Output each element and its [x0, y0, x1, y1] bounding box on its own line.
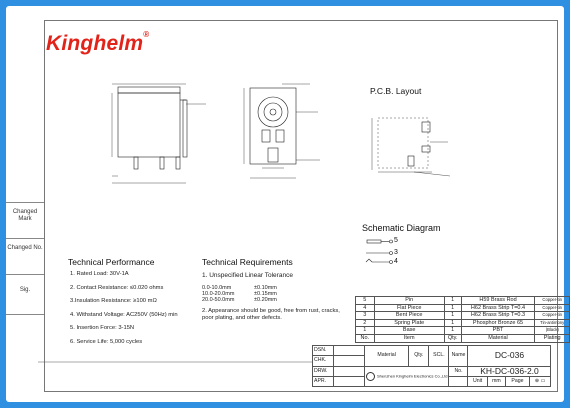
page-label: Page	[506, 376, 530, 386]
table-cell: Qty.	[444, 334, 461, 342]
table-cell: 5	[356, 297, 375, 305]
tolerance-value: ±0.15mm	[254, 291, 277, 297]
chk-label: CHK.	[313, 356, 334, 366]
changed-mark-label: Changed Mark	[6, 202, 44, 243]
table-cell	[334, 376, 365, 386]
bom-row	[356, 327, 570, 335]
schematic-pin-3: 3	[394, 249, 398, 256]
table-cell: 4	[356, 304, 375, 312]
schematic-drawing	[366, 240, 393, 264]
schematic-title: Schematic Diagram	[362, 223, 441, 233]
table-cell: 2	[356, 319, 375, 327]
name-label: Name	[449, 346, 468, 367]
performance-item: 1. Rated Load: 30V-1A	[70, 271, 129, 277]
table-cell: 1	[444, 319, 461, 327]
drw-label: DRW.	[313, 366, 334, 376]
table-cell: 3	[356, 312, 375, 320]
requirements-item-1: 1. Unspecified Linear Tolerance	[202, 272, 293, 279]
performance-item: 5. Insertion Force: 3-15N	[70, 325, 135, 331]
unit-label: Unit	[468, 376, 487, 386]
table-cell: PBT	[461, 327, 535, 335]
table-cell: Copper-tin	[535, 304, 570, 312]
table-cell: 1	[444, 312, 461, 320]
table-cell: H59 Brass Rod	[461, 297, 535, 305]
pcb-layout-drawing	[372, 118, 450, 176]
performance-item: 4. Withstand Voltage: AC250V (50Hz) min	[70, 311, 178, 318]
requirements-title: Technical Requirements	[202, 257, 293, 267]
part-number: KH-DC-036-2.0	[468, 366, 551, 376]
table-cell	[334, 366, 365, 376]
bom-row	[356, 297, 570, 305]
pcb-layout-title: P.C.B. Layout	[370, 86, 422, 96]
table-cell: Material	[461, 334, 535, 342]
table-cell: Item	[374, 334, 444, 342]
tolerance-range: 10.0-20.0mm	[202, 291, 235, 297]
tolerance-range: 20.0-50.0mm	[202, 297, 235, 303]
bill-of-materials	[355, 296, 570, 343]
table-cell: 1	[356, 327, 375, 335]
changed-no-label: Changed No.	[6, 238, 44, 279]
table-cell: Copper-tin	[535, 297, 570, 305]
table-cell: Tin-antimony	[535, 319, 570, 327]
performance-item: 6. Service Life: 5,000 cycles	[70, 338, 143, 345]
performance-item: 2. Contact Resistance: ≤0.020 ohms	[70, 284, 164, 291]
table-cell: H62 Brass Strip T=0.3	[461, 312, 535, 320]
table-cell: Pin	[374, 297, 444, 305]
dsn-label: DSN.	[313, 346, 334, 356]
table-cell	[334, 346, 365, 356]
performance-title: Technical Performance	[68, 257, 155, 267]
bom-row	[356, 319, 570, 327]
part-name: DC-036	[468, 346, 551, 367]
table-cell: H62 Brass Strip T=0.4	[461, 304, 535, 312]
table-cell: Phosphor Bronze 65	[461, 319, 535, 327]
performance-list	[70, 271, 178, 345]
tolerance-value: ±0.10mm	[254, 285, 277, 291]
table-cell: 1	[444, 297, 461, 305]
table-cell: No.	[356, 334, 375, 342]
title-block	[312, 345, 551, 387]
table-cell: Plating	[535, 334, 570, 342]
scl-label: SCL.	[429, 346, 449, 367]
tolerance-range: 0.0-10.0mm	[202, 285, 232, 291]
sig-label: Sig.	[6, 274, 44, 327]
company-name: Shenzhen Kinghelm Electronics Co.,Ltd	[365, 366, 449, 387]
apr-label: APR.	[313, 376, 334, 386]
requirements-item-2: 2. Appearance should be good, free from rust, cracks, poor plating, and other defects.	[202, 308, 340, 321]
table-cell	[334, 356, 365, 366]
table-cell: Flat Piece	[374, 304, 444, 312]
schematic-pin-4: 4	[394, 258, 398, 265]
logo-registered-mark: ®	[143, 30, 150, 39]
table-cell: (Black)	[535, 327, 570, 335]
table-cell: Base	[374, 327, 444, 335]
table-row	[313, 346, 551, 356]
no-label: No.	[449, 366, 468, 376]
performance-item: 3.Insulation Resistance: ≥100 mΩ	[70, 298, 157, 304]
company-logo-icon	[366, 372, 375, 381]
front-view-drawing	[112, 84, 206, 183]
bom-header-row	[356, 334, 570, 342]
table-cell: 1	[444, 327, 461, 335]
tolerance-value: ±0.20mm	[254, 297, 277, 303]
table-cell: Spring Plate	[374, 319, 444, 327]
tolerance-table	[202, 285, 277, 303]
table-row	[313, 366, 551, 376]
qty-label: Qty.	[409, 346, 429, 367]
tolerance-row	[202, 297, 277, 303]
bom-row	[356, 312, 570, 320]
schematic-pin-5: 5	[394, 237, 398, 244]
unit-value: mm	[487, 376, 505, 386]
table-cell: 1	[444, 304, 461, 312]
table-cell	[449, 376, 468, 386]
logo-text: Kinghelm	[46, 32, 144, 55]
table-cell: Bent Piece	[374, 312, 444, 320]
projection-symbol-icon: ⊕ ▭	[529, 376, 551, 386]
bom-row	[356, 304, 570, 312]
material-label: Material	[365, 346, 409, 367]
table-cell: Copper-tin	[535, 312, 570, 320]
side-view-drawing	[244, 84, 320, 178]
